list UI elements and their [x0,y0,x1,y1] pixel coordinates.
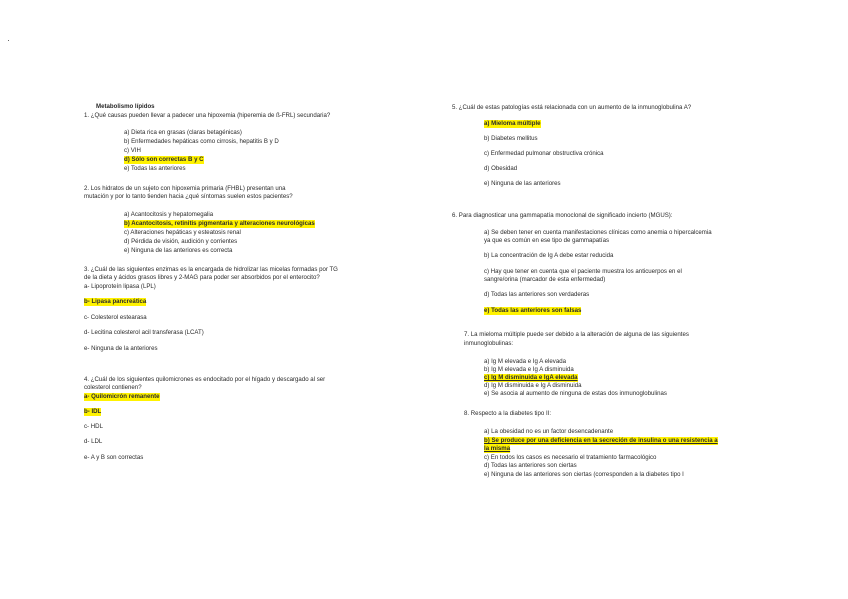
q7-option-b: b) Ig M elevada e Ig A disminuida [484,366,574,373]
q4-option-d: d- LDL [84,438,103,445]
question-2-line-2: mutación y por lo tanto tienden hacia ¿qué síntomas suelen estos pacientes? [84,193,293,200]
q1-option-e: e) Todas las anteriores [124,165,186,172]
question-4-line-2: colesterol contienen? [84,384,142,391]
q7-option-c-answer: c) Ig M disminuida e IgA elevada [484,374,578,381]
q8-option-e: e) Ninguna de las anteriores son ciertas (corresponden a la diabetes tipo I [484,471,684,478]
q7-option-d: d) Ig M disminuida e Ig A disminuida [484,382,582,389]
q6-option-e-answer: e) Todas las anteriores son falsas [484,307,582,314]
q2-option-b-answer: b) Acantocitosis, retinitis pigmentaria y alteraciones neurológicas [124,220,315,227]
question-5: 5. ¿Cuál de estas patologías está relacionada con un aumento de la inmunoglobulina A? [452,104,692,111]
q6-option-d: d) Todas las anteriores son verdaderas [484,291,590,298]
q4-option-c: c- HDL [84,423,103,430]
question-2-line-1: 2. Los hidratos de un sujeto con hipoxemia primaria (FHBL) presentan una [84,185,286,192]
q4-option-e: e- A y B son correctas [84,454,144,461]
q5-option-b: b) Diabetes mellitus [484,135,538,142]
q4-option-b-answer: b- IDL [84,408,102,415]
q6-option-b: b) La concentración de Ig A debe estar reducida [484,252,614,259]
q3-option-b-answer: b- Lipasa pancreática [84,298,147,305]
question-7-line-2: inmunoglobulinas: [464,340,514,347]
q4-option-a-answer: a- Quilomicrón remanente [84,393,160,400]
q1-option-d-answer: d) Sólo son correctas B y C [124,156,204,163]
question-4-line-1: 4. ¿Cuál de los siguientes quilomicrones es endocitado por el hígado y descargado al ser [84,376,326,383]
q2-option-c: c) Alteraciones hepáticas y esteatosis renal [124,229,241,236]
q3-option-e: e- Ninguna de la anteriores [84,345,158,352]
q1-option-c: c) VIH [124,147,141,154]
q5-option-c: c) Enfermedad pulmonar obstructiva crónica [484,150,604,157]
q7-option-e: e) Se asocia al aumento de ninguna de estas dos inmunoglobulinas [484,390,667,397]
q6-option-a-cont: ya que es común en ese tipo de gammapatías [484,237,609,244]
question-1: 1. ¿Qué causas pueden llevar a padecer una hipoxemia (hiperemia de ß-FRL) secundaria? [84,112,331,119]
q8-option-a: a) La obesidad no es un factor desencadenante [484,428,614,435]
question-6: 6. Para diagnosticar una gammapatía monoclonal de significado incierto (MGUS): [452,212,673,219]
q7-option-a: a) Ig M elevada e Ig A elevada [484,358,566,365]
question-3-line-1: 3. ¿Cuál de las siguientes enzimas es la encargada de hidrolizar las micelas formadas por TG [84,266,338,273]
q5-option-e: e) Ninguna de las anteriores [484,180,561,187]
q2-option-a: a) Acantocitosis y hepatomegalia [124,211,214,218]
q1-option-b: b) Enfermedades hepáticas como cirrosis, hepatitis B y D [124,138,279,145]
scan-speck [8,40,9,41]
q8-option-d: d) Todas las anteriores son ciertas [484,462,577,469]
q2-option-d: d) Pérdida de visión, audición y corrientes [124,238,238,245]
q8-option-c: c) En todos los casos es necesario el tratamiento farmacológico [484,454,657,461]
q3-option-c: c- Colesterol estearasa [84,314,147,321]
question-7-line-1: 7. La mieloma múltiple puede ser debido a la alteración de alguna de las siguientes [464,331,689,338]
q1-option-a: a) Dieta rica en grasas (claras betagénicas) [124,129,242,136]
q5-option-a-answer: a) Mieloma múltiple [484,120,541,127]
question-3-line-2: de la dieta y ácidos grasos libres y 2-MAG para poder ser absorbidos por el enterocito? [84,274,320,281]
q5-option-d: d) Obesidad [484,165,518,172]
q3-option-a: a- Lipoproteín lipasa (LPL) [84,283,156,290]
q6-option-a: a) Se deben tener en cuenta manifestaciones clínicas como anemia o hipercalcemia [484,229,712,236]
document-title: Metabolismo lípidos [96,103,155,110]
q2-option-e: e) Ninguna de las anteriores es correcta [124,247,233,254]
q6-option-c-cont: sangre/orina (marcador de esta enfermedad) [484,276,606,283]
q6-option-c: c) Hay que tener en cuenta que el paciente muestra los anticuerpos en el [484,268,682,275]
question-8: 8. Respecto a la diabetes tipo II: [464,410,552,417]
q3-option-d: d- Lecitina colesterol acil transferasa (LCAT) [84,329,204,336]
q8-option-b-answer-cont: la misma [484,445,511,452]
q8-option-b-answer: b) Se produce por una deficiencia en la secreción de insulina o una resistencia a [484,437,718,444]
